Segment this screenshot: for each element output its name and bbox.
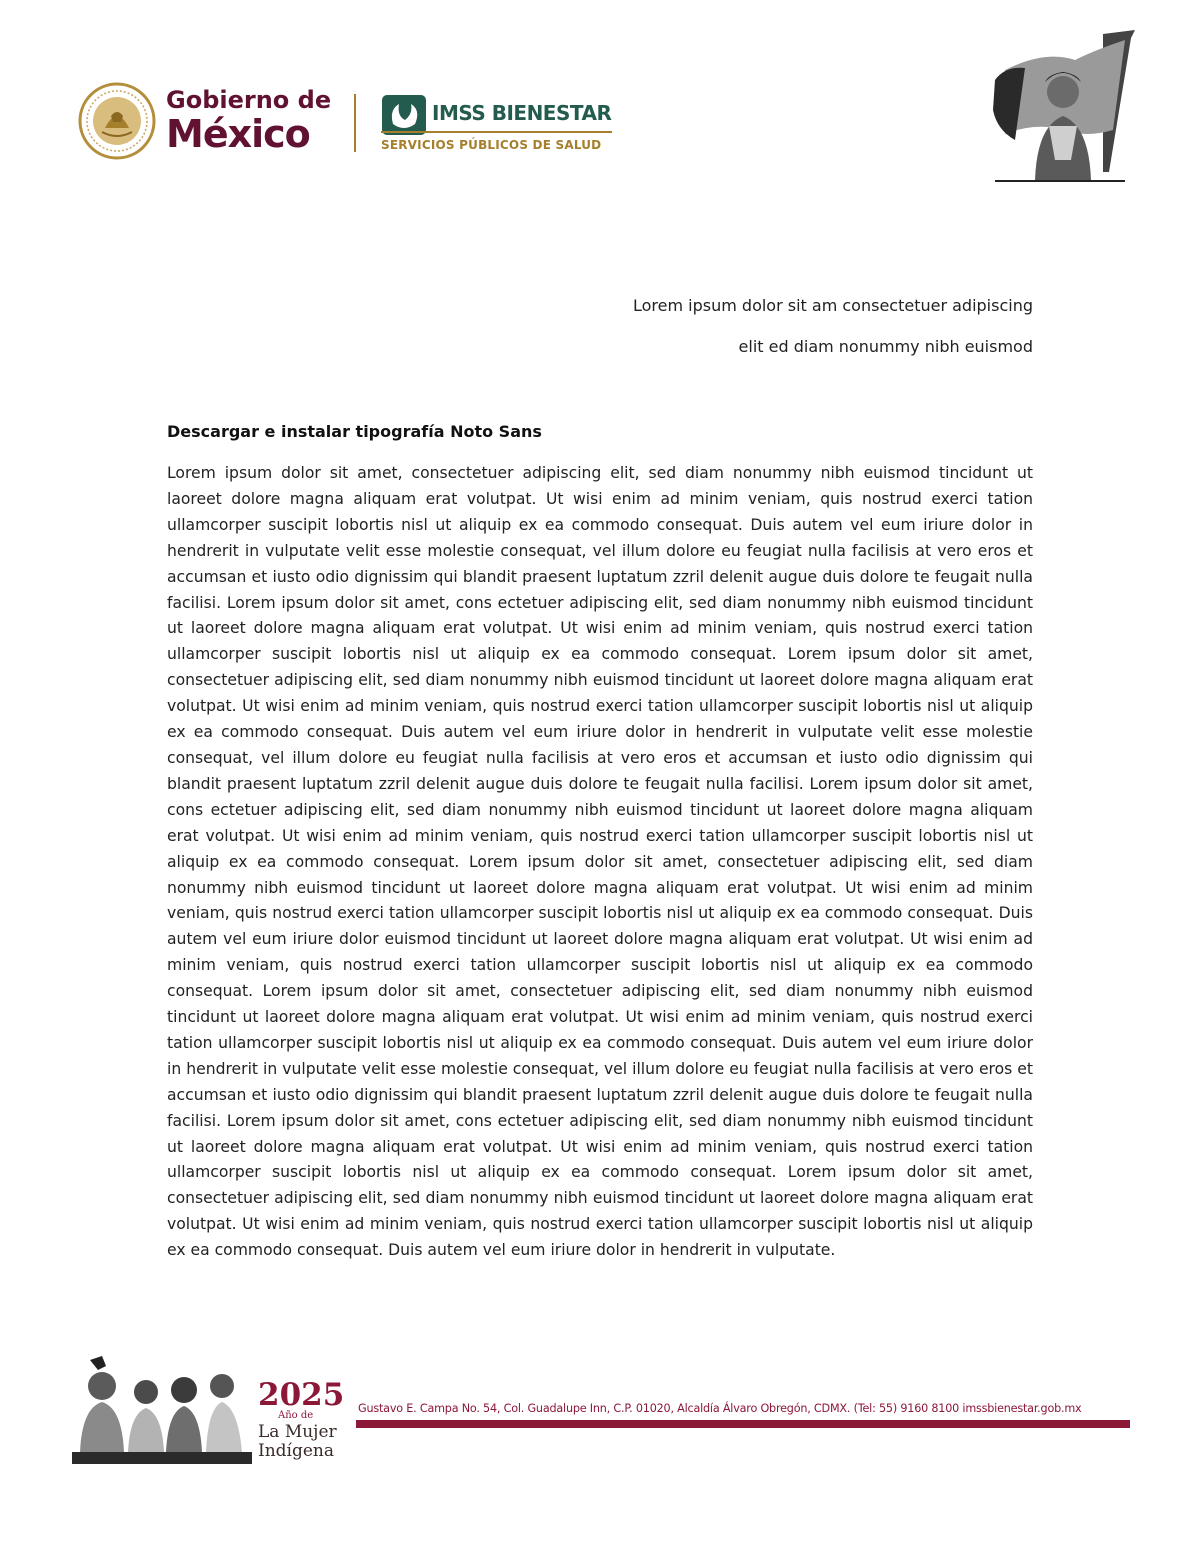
year-number: 2025 xyxy=(258,1377,345,1413)
year-dedication-line1: La Mujer xyxy=(258,1422,337,1442)
indigenous-women-illustration xyxy=(72,1356,252,1464)
recipient-line-1: Lorem ipsum dolor sit am consectetuer adipiscing xyxy=(633,296,1033,315)
footer-bar xyxy=(356,1420,1130,1428)
year-dedication xyxy=(258,1423,337,1461)
woman-with-flag-illustration xyxy=(985,30,1135,182)
national-seal-icon xyxy=(78,82,156,160)
letterhead-header xyxy=(0,0,1200,200)
logo-divider xyxy=(354,94,356,152)
recipient-line-2: elit ed diam nonummy nibh euismod xyxy=(738,337,1033,356)
document-body: Lorem ipsum dolor sit amet, consectetuer adipiscing elit, sed diam nonummy nibh euismod tincidunt ut laoreet dolore magna aliquam erat volutpat. Ut wisi enim ad minim veniam, quis nostrud exerci tation ullamcorper suscipit lobortis nisl ut aliquip ex ea commodo consequat. Duis autem vel eum iriure dolor in hendrerit in vulputate velit esse molestie consequat, vel illum dolore eu feugiat nulla facilisis at vero eros et accumsan et iusto odio dignissim qui blandit praesent luptatum zzril delenit augue duis dolore te feugait nulla facilisi. Lorem ipsum dolor sit amet, cons ectetuer adipiscing elit, sed diam nonummy nibh euismod tincidunt ut laoreet dolore magna aliquam erat volutpat. Ut wisi enim ad minim veniam, quis nostrud exerci tation ullamcorper suscipit lobortis nisl ut aliquip ex ea commodo consequat. Lorem ipsum dolor sit amet, consectetuer adipiscing elit, sed diam nonummy nibh euismod tincidunt ut laoreet dolore magna aliquam erat volutpat. Ut wisi enim ad minim veniam, quis nostrud exerci tation ullamcorper suscipit lobortis nisl ut aliquip ex ea commodo consequat. Duis autem vel eum iriure dolor in hendrerit in vulputate velit esse molestie consequat, vel illum dolore eu feugiat nulla facilisis at vero eros et accumsan et iusto odio dignissim qui blandit praesent luptatum zzril delenit augue duis dolore te feugait nulla facilisi. Lorem ipsum dolor sit amet, cons ectetuer adipiscing elit, sed diam nonummy nibh euismod tincidunt ut laoreet dolore magna aliquam erat volutpat. Ut wisi enim ad minim veniam, quis nostrud exerci tation ullamcorper suscipit lobortis nisl ut aliquip ex ea commodo consequat. Lorem ipsum dolor sit amet, consectetuer adipiscing elit, sed diam nonummy nibh euismod tincidunt ut laoreet dolore magna aliquam erat volutpat. Ut wisi enim ad minim veniam, quis nostrud exerci tation ullamcorper suscipit lobortis nisl ut aliquip ex ea commodo consequat. Duis autem vel eum iriure dolor euismod tincidunt ut laoreet dolore magna aliquam erat volutpat. Ut wisi enim ad minim veniam, quis nostrud exerci tation ullamcorper suscipit lobortis nisl ut aliquip ex ea commodo consequat. Lorem ipsum dolor sit amet, consectetuer adipiscing elit, sed diam nonummy nibh euismod tincidunt ut laoreet dolore magna aliquam erat volutpat. Ut wisi enim ad minim veniam, quis nostrud exerci tation ullamcorper suscipit lobortis nisl ut aliquip ex ea commodo consequat. Duis autem vel eum iriure dolor in hendrerit in vulputate velit esse molestie consequat, vel illum dolore eu feugiat nulla facilisis at vero eros et accumsan et iusto odio dignissim qui blandit praesent luptatum zzril delenit augue duis dolore te feugait nulla facilisi. Lorem ipsum dolor sit amet, cons ectetuer adipiscing elit, sed diam nonummy nibh euismod tincidunt ut laoreet dolore magna aliquam erat volutpat. Ut wisi enim ad minim veniam, quis nostrud exerci tation ullamcorper suscipit lobortis nisl ut aliquip ex ea commodo consequat. Lorem ipsum dolor sit amet, consectetuer adipiscing elit, sed diam nonummy nibh euismod tincidunt ut laoreet dolore magna aliquam erat volutpat. Ut wisi enim ad minim veniam, quis nostrud exerci tation ullamcorper suscipit lobortis nisl ut aliquip ex ea commodo consequat. Duis autem vel eum iriure dolor in hendrerit in vulputate. xyxy=(167,464,1033,1260)
imss-bienestar-title: IMSS BIENESTAR xyxy=(432,101,612,125)
imss-bienestar-icon xyxy=(381,94,427,136)
footer-address: Gustavo E. Campa No. 54, Col. Guadalupe Inn, C.P. 01020, Alcaldía Álvaro Obregón, CDMX. (Tel: 55) 9160 8100 imssbienestar.gob.mx xyxy=(358,1402,1082,1415)
year-subtitle: Año de xyxy=(278,1410,314,1421)
gobierno-de-mexico-logo xyxy=(166,86,331,154)
imss-bienestar-subtitle: SERVICIOS PÚBLICOS DE SALUD xyxy=(381,138,602,152)
document-heading: Descargar e instalar tipografía Noto Sans xyxy=(167,422,542,441)
imss-rule xyxy=(381,131,612,133)
year-logo xyxy=(258,1377,345,1421)
year-dedication-line2: Indígena xyxy=(258,1441,335,1461)
gob-logo-line1: Gobierno de xyxy=(166,86,332,114)
gob-logo-line2: México xyxy=(166,112,310,156)
